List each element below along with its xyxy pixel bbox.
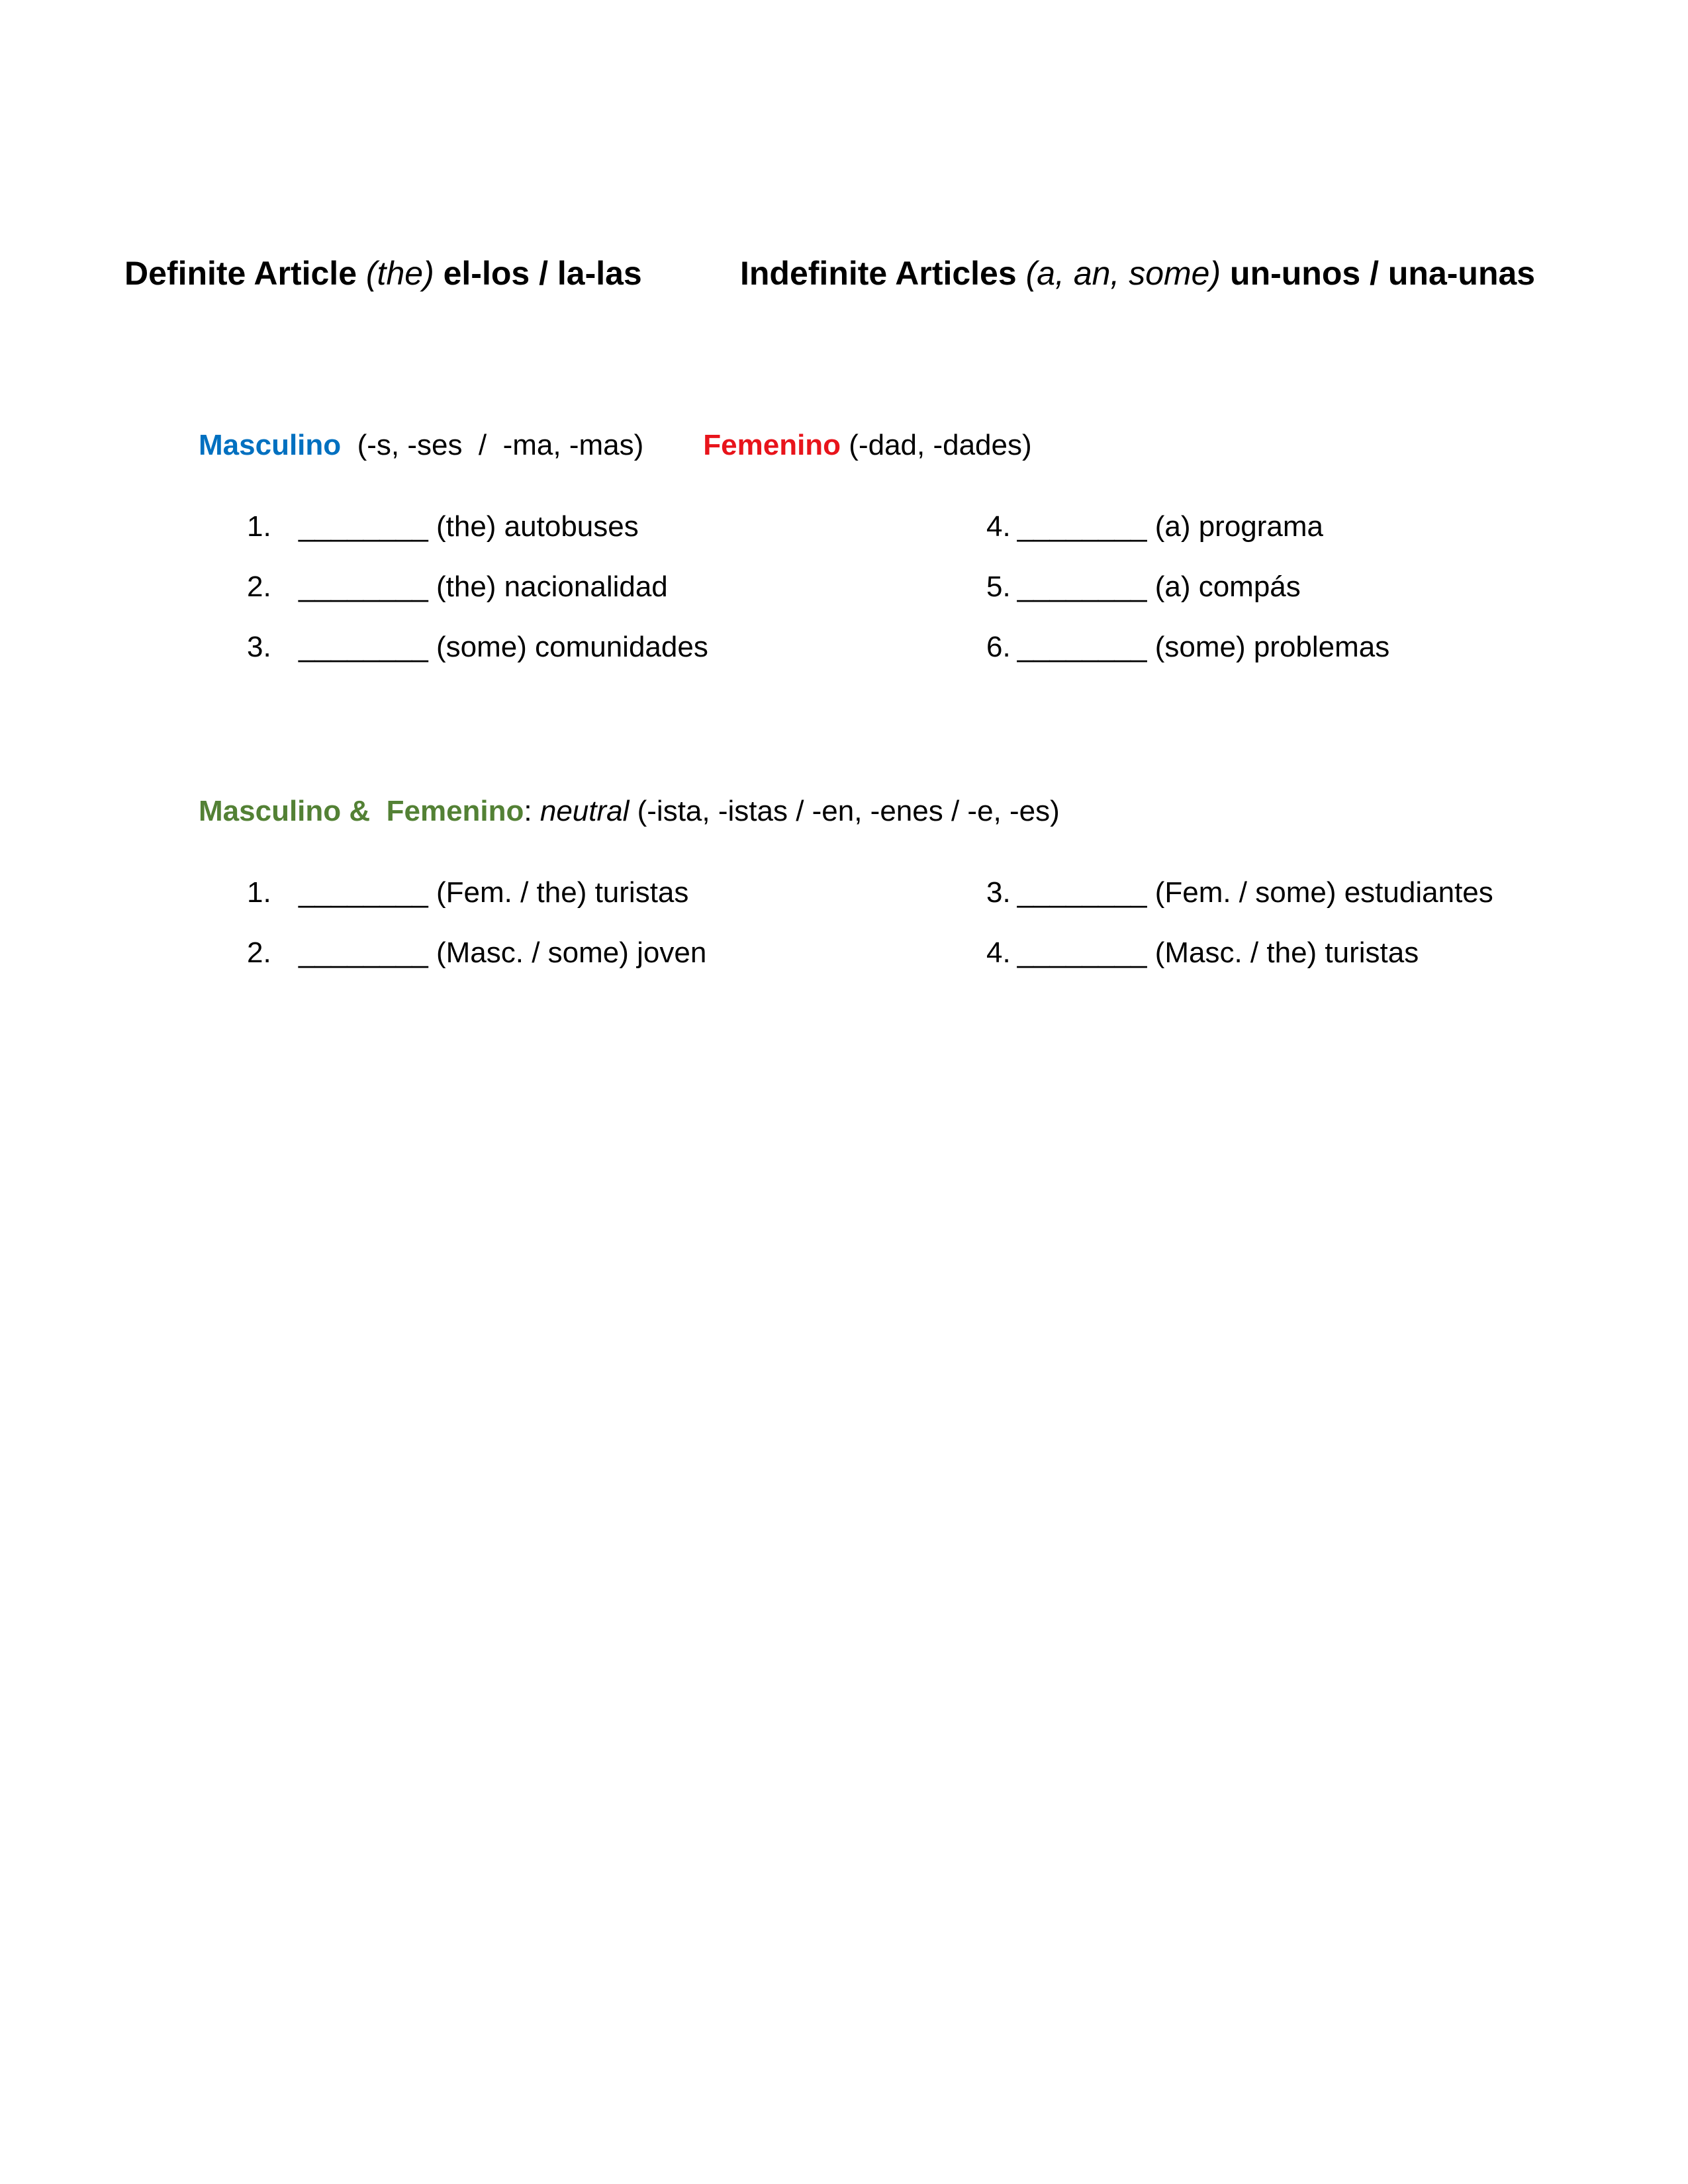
section2-header (199, 792, 1060, 831)
section1-header (199, 426, 1032, 465)
item-text: (some) comunidades (428, 631, 708, 663)
answer-blank: ________ (299, 936, 428, 969)
list-item (247, 507, 639, 547)
item-number: 1. (247, 510, 271, 543)
answer-blank: ________ (1017, 631, 1147, 663)
item-number: 4. (986, 936, 1011, 969)
title-indefinite-italic: (a, an, some) (1025, 255, 1221, 292)
item-number: 1. (247, 876, 271, 909)
answer-blank: ________ (1017, 570, 1147, 603)
item-text: (Fem. / the) turistas (428, 876, 689, 909)
item-text: (Masc. / some) joven (428, 936, 707, 969)
title-indefinite-bold-b: un-unos / una-unas (1221, 255, 1536, 292)
item-number: 2. (247, 936, 271, 969)
title-indefinite-articles (740, 250, 1535, 296)
item-number: 5. (986, 570, 1011, 603)
answer-blank: ________ (299, 570, 428, 603)
neutral-colon: : (524, 795, 540, 827)
item-number: 3. (986, 876, 1011, 909)
item-number: 3. (247, 631, 271, 663)
list-item (986, 627, 1389, 667)
item-text: (a) programa (1147, 510, 1324, 543)
item-text: (Fem. / some) estudiantes (1147, 876, 1493, 909)
list-item (247, 873, 688, 913)
list-item (247, 627, 708, 667)
item-text: (the) autobuses (428, 510, 639, 543)
item-text: (a) compás (1147, 570, 1301, 603)
item-text: (Masc. / the) turistas (1147, 936, 1419, 969)
item-number: 4. (986, 510, 1011, 543)
item-number: 2. (247, 570, 271, 603)
answer-blank: ________ (1017, 510, 1147, 543)
neutral-endings: (-ista, -istas / -en, -enes / -e, -es) (629, 795, 1060, 827)
masculino-label: Masculino (199, 429, 342, 461)
masculino-endings: (-s, -ses / -ma, -mas) (341, 429, 644, 461)
answer-blank: ________ (1017, 936, 1147, 969)
title-definite-italic: (the) (365, 255, 434, 292)
neutral-label: Masculino & Femenino (199, 795, 524, 827)
title-indefinite-bold-a: Indefinite Articles (740, 255, 1026, 292)
answer-blank: ________ (299, 510, 428, 543)
answer-blank: ________ (1017, 876, 1147, 909)
title-definite-article (124, 250, 642, 296)
item-text: (the) nacionalidad (428, 570, 668, 603)
list-item (986, 567, 1301, 607)
item-text: (some) problemas (1147, 631, 1390, 663)
title-definite-bold-b: el-los / la-las (434, 255, 642, 292)
item-number: 6. (986, 631, 1011, 663)
femenino-label: Femenino (703, 429, 841, 461)
list-item (986, 933, 1419, 973)
list-item (247, 567, 668, 607)
list-item (247, 933, 706, 973)
title-definite-bold-a: Definite Article (124, 255, 366, 292)
answer-blank: ________ (299, 876, 428, 909)
list-item (986, 873, 1493, 913)
femenino-endings: (-dad, -dades) (841, 429, 1032, 461)
neutral-word: neutral (539, 795, 630, 827)
answer-blank: ________ (299, 631, 428, 663)
list-item (986, 507, 1323, 547)
